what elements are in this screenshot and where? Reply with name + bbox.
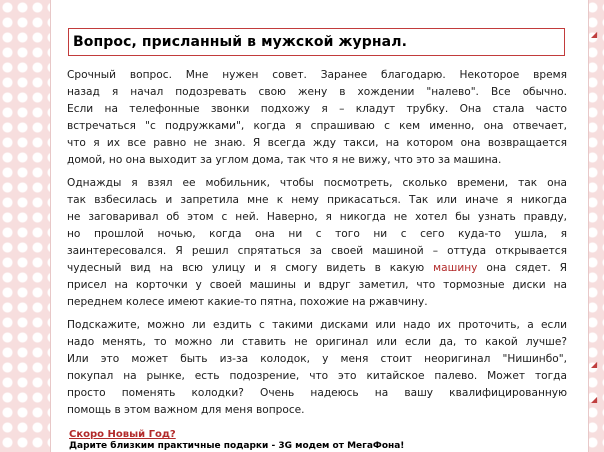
page-title: Вопрос, присланный в мужской журнал.: [73, 34, 407, 50]
text-line: но прошлой ночью, когда она ни с того ни с сего куда-то ушла, я: [67, 228, 567, 240]
text-line: просто поменять колодки? Очень надеюсь на вашу квалифицированную: [67, 387, 567, 399]
text-line: домой, но она выходит за углом дома, так что я не вижу, что это за машина.: [67, 154, 502, 166]
text-line: так взбесилась и запретила мне к нему прикасаться. Так или иначе я никогда: [67, 194, 567, 206]
edge-mark-icon: ◢: [591, 395, 598, 404]
text-line: Однажды я взял ее мобильник, чтобы посмотреть, сколько времени, так она: [67, 177, 567, 189]
decorative-pattern-right: [589, 0, 604, 452]
text-line: помощь в этом важном для меня вопросе.: [67, 404, 305, 416]
text-line: Срочный вопрос. Мне нужен совет. Заранее благодарю. Некоторое время: [67, 69, 567, 81]
ad-title-link[interactable]: Скоро Новый Год?: [69, 429, 176, 440]
decorative-pattern-left: [0, 0, 50, 452]
article-container: [50, 0, 589, 452]
text-line: надо менять, то можно ли ставить не оригинал или если да, то какой лучше?: [67, 336, 567, 348]
text-line: присел на корточки у своей машины и вдруг заметил, что тормозные диски на: [67, 279, 567, 291]
title-box: [68, 28, 565, 56]
text-line-with-link: [67, 260, 567, 277]
text-line: встречаться "с подружками", когда я спрашиваю с кем именно, она отвечает,: [67, 120, 567, 132]
text-line: покупал на рынке, есть подозрение, что это китайское палево. Может тогда: [67, 370, 567, 382]
paragraph-2: [67, 175, 567, 311]
paragraph-3: [67, 317, 567, 419]
car-link[interactable]: машину: [433, 262, 478, 274]
text-line: не заговаривал об этом с ней. Наверно, я никогда не хотел бы узнать правду,: [67, 211, 567, 223]
edge-mark-icon: ◢: [591, 30, 598, 39]
text-segment: она сядет. Я: [486, 262, 568, 274]
text-line: Подскажите, можно ли ездить с такими дисками или надо их проточить, а если: [67, 319, 567, 331]
text-line: Если на телефонные звонки подхожу я – кладут трубку. Она стала часто: [67, 103, 567, 115]
text-line: переднем колесе имеют какие-то пятна, похожие на ржавчину.: [67, 296, 428, 308]
text-line: назад я начал подозревать свою жену в хождении "налево". Все обычно.: [67, 86, 567, 98]
ad-text: Дарите близким практичные подарки - 3G модем от МегаФона!: [69, 441, 405, 451]
text-line: что я их все равно не знаю. Я всегда жду такси, на котором она возвращается: [67, 137, 567, 149]
text-line: Или это может быть из-за колодок, у меня стоит неоригинал "Нишинбо",: [67, 353, 567, 365]
text-segment: чудесный вид на всю улицу и я смогу видеть в какую: [67, 262, 425, 274]
paragraph-1: [67, 67, 567, 169]
text-line: заинтересовался. Я решил спрятаться за своей машиной – оттуда открывается: [67, 245, 567, 257]
edge-mark-icon: ◢: [591, 360, 598, 369]
